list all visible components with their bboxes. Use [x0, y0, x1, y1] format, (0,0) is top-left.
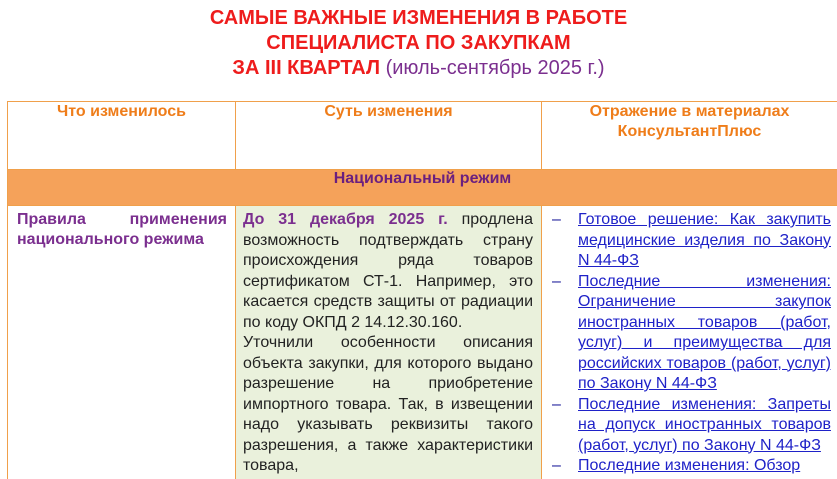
dash-bullet: –: [552, 272, 561, 290]
essence-cell: [236, 206, 542, 479]
essence-paragraph-2: Уточнили особенности описания объекта закупки, для которого выдано разрешение на приобретение импортного товара. Так, в извещении надо указывать реквизиты такого разрешения, а также характеристики товара,: [243, 334, 533, 474]
essence-paragraph-1: [243, 210, 533, 333]
link-overview[interactable]: Последние изменения: Обзор: [578, 457, 801, 474]
title-line-3: [0, 56, 837, 81]
topic-cell: Правила применения национального режима: [8, 206, 236, 479]
title-quarter: ЗА III КВАРТАЛ: [232, 57, 381, 79]
essence-date: До 31 декабря 2025 г.: [243, 211, 448, 228]
section-row: [8, 170, 837, 206]
table-header-row: [8, 102, 837, 170]
list-item: [548, 395, 831, 457]
essence-text-1: продлена возможность подтверждать страну происхождения ряда товаров сертификатом СТ-1. Например, это касается средств защиты от радиации по коду ОКПД 2 14.12.30.160.: [243, 211, 533, 331]
title-line-1: САМЫЕ ВАЖНЫЕ ИЗМЕНЕНИЯ В РАБОТЕ: [209, 7, 628, 29]
link-foreign-goods-restriction[interactable]: Последние изменения: Ограничение закупок иностранных товаров (работ, услуг) и преимущества для российских товаров (работ, услуг) по Закону N 44-ФЗ: [578, 272, 831, 392]
section-national-regime: Национальный режим: [8, 170, 837, 206]
header-consultant-materials: Отражение в материалах КонсультантПлюс: [542, 102, 837, 170]
link-medical-devices[interactable]: Готовое решение: Как закупить медицинские изделия по Закону N 44-ФЗ: [578, 211, 831, 269]
list-item: [548, 210, 831, 272]
document-title: [0, 6, 837, 81]
changes-table: [7, 101, 837, 479]
list-item: [548, 456, 831, 477]
dash-bullet: –: [552, 211, 561, 228]
dash-bullet: –: [552, 395, 561, 413]
link-foreign-goods-bans[interactable]: Последние изменения: Запреты на допуск иностранных товаров (работ, услуг) по Закону N 44-ФЗ: [578, 395, 831, 454]
title-period: (июль-сентябрь 2025 г.): [385, 57, 605, 79]
header-what-changed: Что изменилось: [8, 102, 236, 170]
dash-bullet: –: [552, 457, 561, 474]
materials-cell: [542, 206, 837, 479]
table-row: [8, 206, 837, 479]
list-item: [548, 272, 831, 395]
title-line-2: СПЕЦИАЛИСТА ПО ЗАКУПКАМ: [266, 32, 571, 54]
header-essence: Суть изменения: [236, 102, 542, 170]
